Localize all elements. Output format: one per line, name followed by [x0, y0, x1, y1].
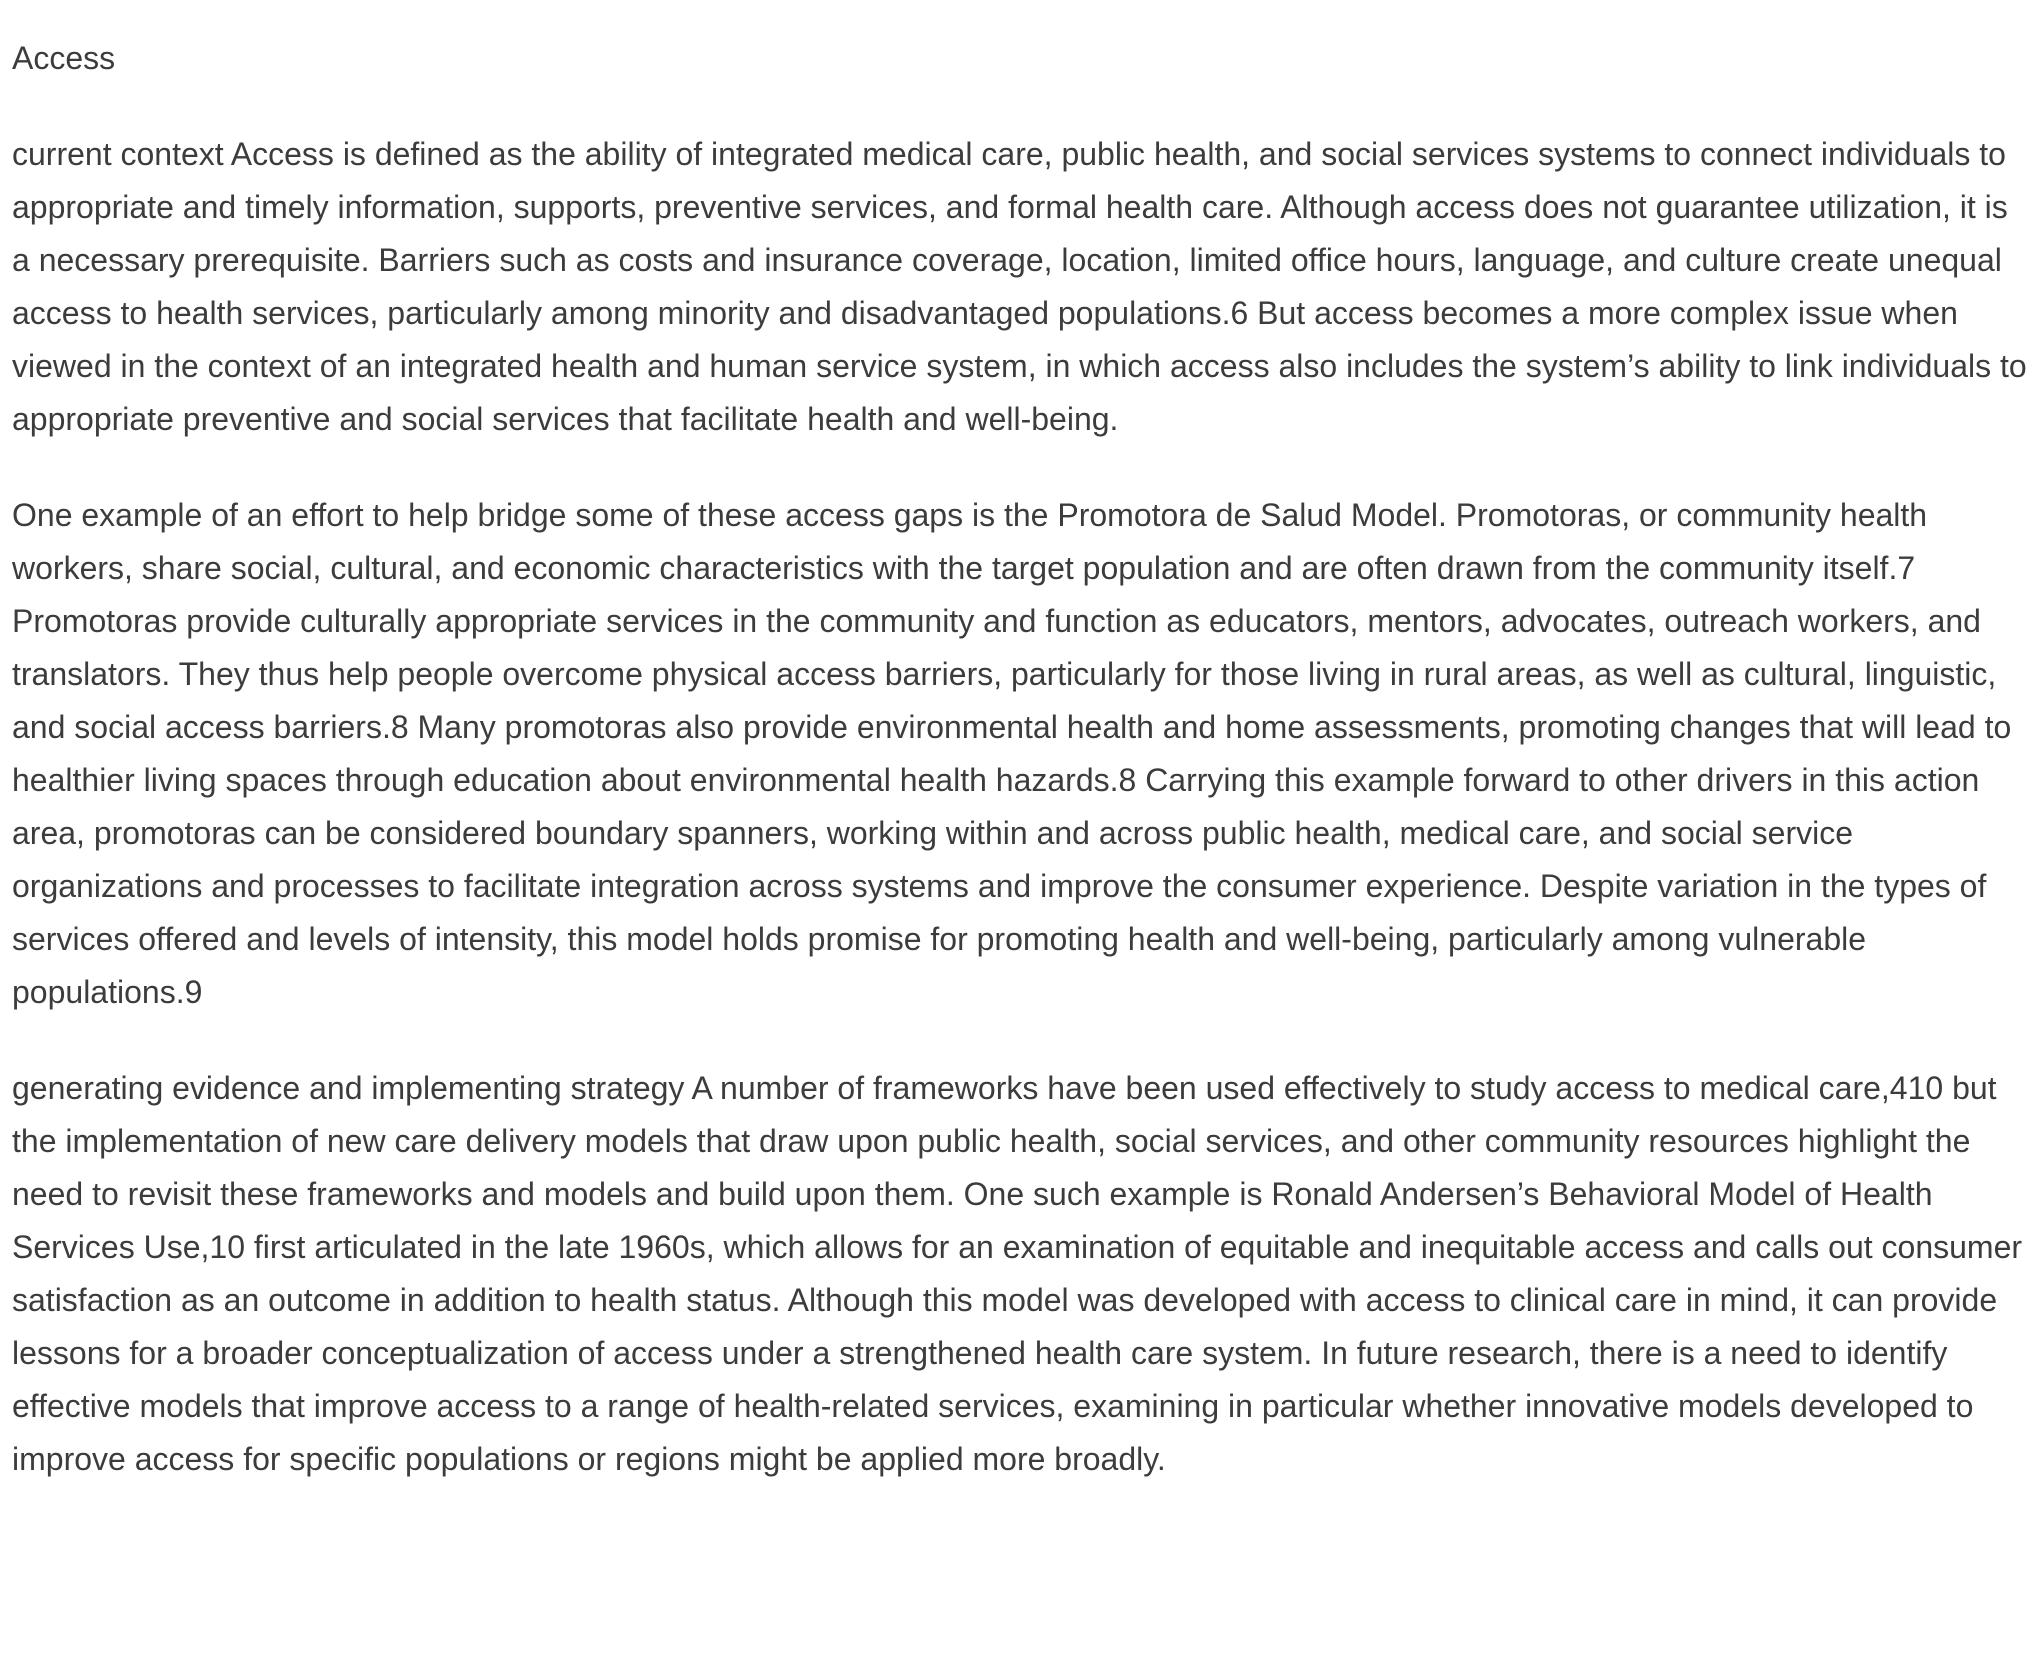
- article-body: [12, 0, 2030, 1486]
- paragraph-promotora-example: One example of an effort to help bridge some of these access gaps is the Promotora de Salud Model. Promotoras, or community health workers, share social, cultural, and economic characteristics with the target population and are often drawn from the community itself.7 Promotoras provide culturally appropriate services in the community and function as educators, mentors, advocates, outreach workers, and translators. They thus help people overcome physical access barriers, particularly for those living in rural areas, as well as cultural, linguistic, and social access barriers.8 Many promotoras also provide environmental health and home assessments, promoting changes that will lead to healthier living spaces through education about environmental health hazards.8 Carrying this example forward to other drivers in this action area, promotoras can be considered boundary spanners, working within and across public health, medical care, and social service organizations and processes to facilitate integration across systems and improve the consumer experience. Despite variation in the types of services offered and levels of intensity, this model holds promise for promoting health and well-being, particularly among vulnerable populations.9: [12, 497, 2012, 1010]
- paragraph-current-context: current context Access is defined as the ability of integrated medical care, public health, and social services systems to connect individuals to appropriate and timely information, supports, preventive services, and formal health care. Although access does not guarantee utilization, it is a necessary prerequisite. Barriers such as costs and insurance coverage, location, limited office hours, language, and culture create unequal access to health services, particularly among minority and disadvantaged populations.6 But access becomes a more complex issue when viewed in the context of an integrated health and human service system, in which access also includes the system’s ability to link individuals to appropriate preventive and social services that facilitate health and well-being.: [12, 136, 2027, 437]
- section-heading: Access: [12, 40, 116, 76]
- paragraph-evidence-strategy: generating evidence and implementing strategy A number of frameworks have been used effectively to study access to medical care,410 but the implementation of new care delivery models that draw upon public health, social services, and other community resources highlight the need to revisit these frameworks and models and build upon them. One such example is Ronald Andersen’s Behavioral Model of Health Services Use,10 first articulated in the late 1960s, which allows for an examination of equitable and inequitable access and calls out consumer satisfaction as an outcome in addition to health status. Although this model was developed with access to clinical care in mind, it can provide lessons for a broader conceptualization of access under a strengthened health care system. In future research, there is a need to identify effective models that improve access to a range of health-related services, examining in particular whether innovative models developed to improve access for specific populations or regions might be applied more broadly.: [12, 1070, 2023, 1477]
